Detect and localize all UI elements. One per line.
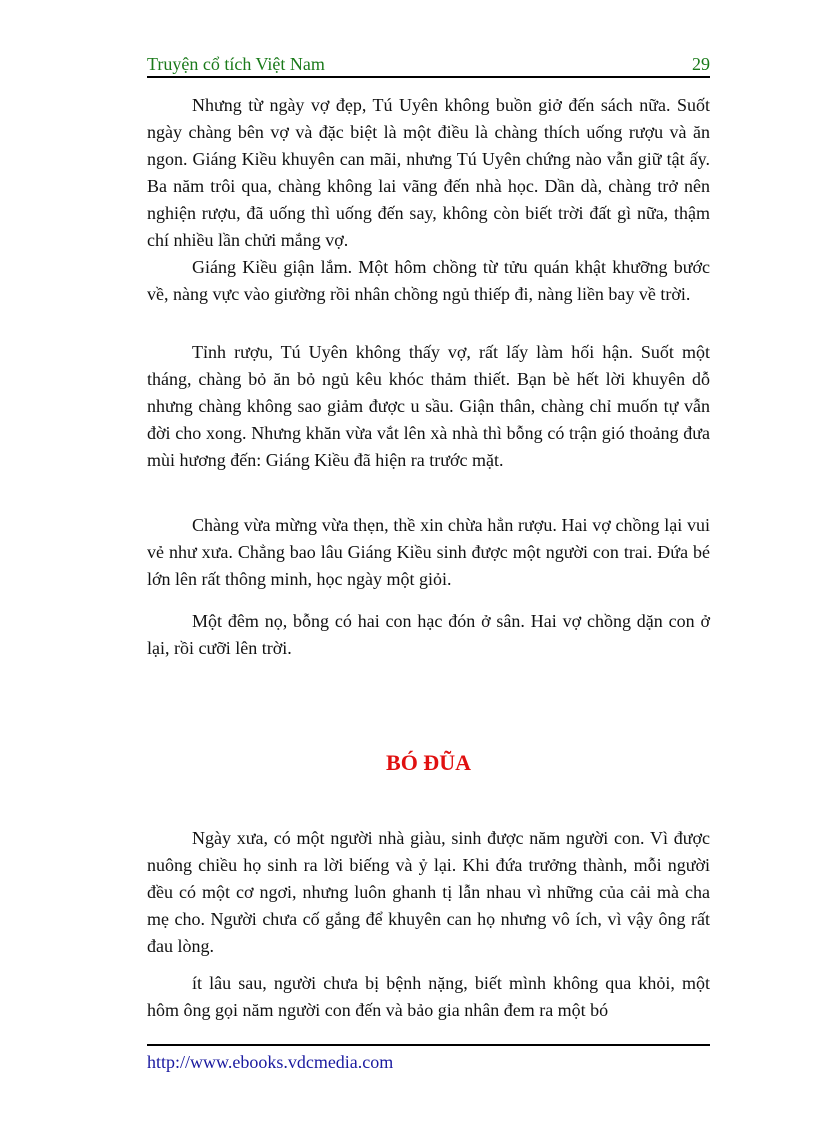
story-title: BÓ ĐŨA xyxy=(386,750,471,775)
story-tu-uyen-part-3 xyxy=(147,512,710,593)
story-tu-uyen-part-2 xyxy=(147,339,710,474)
website-link[interactable]: http://www.ebooks.vdcmedia.com xyxy=(147,1052,394,1072)
page-footer xyxy=(147,1044,710,1073)
paragraph: Ngày xưa, có một người nhà giàu, sinh được năm người con. Vì được nuông chiều họ sinh ra lời biếng và ỷ lại. Khi đứa trưởng thành, mỗi người đều có một cơ ngơi, nhưng luôn ghanh tị lẫn nhau vì những của cải mà cha mẹ cho. Người chưa cố gắng để khuyên can họ nhưng vô ích, vì vậy ông rất đau lòng. xyxy=(147,828,710,956)
page-number: 29 xyxy=(692,54,710,74)
story-tu-uyen-part-1 xyxy=(147,92,710,308)
paragraph: Nhưng từ ngày vợ đẹp, Tú Uyên không buồn giở đến sách nữa. Suốt ngày chàng bên vợ và đặc biệt là một điều là chàng thích uống rượu và ăn ngon. Giáng Kiều khuyên can mãi, nhưng Tú Uyên chứng nào vẫn giữ tật ấy. Ba năm trôi qua, chàng không lai vãng đến nhà học. Dần dà, chàng trở nên nghiện rượu, đã uống thì uống đến say, không còn biết trời đất gì nữa, thậm chí nhiều lần chửi mắng vợ. xyxy=(147,95,710,250)
paragraph: Giáng Kiều giận lắm. Một hôm chồng từ tửu quán khật khưỡng bước về, nàng vực vào giường rồi nhân chồng ngủ thiếp đi, nàng liền bay về trời. xyxy=(147,257,710,304)
paragraph: Tỉnh rượu, Tú Uyên không thấy vợ, rất lấy làm hối hận. Suốt một tháng, chàng bỏ ăn bỏ ngủ kêu khóc thảm thiết. Bạn bè hết lời khuyên dỗ nhưng chàng không sao giảm được u sầu. Giận thân, chàng chỉ muốn tự vẫn đời cho xong. Nhưng khăn vừa vắt lên xà nhà thì bỗng có trận gió thoảng đưa mùi hương đến: Giáng Kiều đã hiện ra trước mặt. xyxy=(147,342,710,470)
story-bo-dua-part-2 xyxy=(147,970,710,1024)
page-header xyxy=(147,52,710,78)
paragraph: Một đêm nọ, bỗng có hai con hạc đón ở sân. Hai vợ chồng dặn con ở lại, rồi cưỡi lên trời. xyxy=(147,611,710,658)
story-bo-dua-part-1 xyxy=(147,825,710,960)
paragraph: ít lâu sau, người chưa bị bệnh nặng, biết mình không qua khỏi, một hôm ông gọi năm người con đến và bảo gia nhân đem ra một bó xyxy=(147,973,710,1020)
story-tu-uyen-part-4 xyxy=(147,608,710,662)
paragraph: Chàng vừa mừng vừa thẹn, thề xin chừa hẳn rượu. Hai vợ chồng lại vui vẻ như xưa. Chẳng bao lâu Giáng Kiều sinh được một người con trai. Đứa bé lớn lên rất thông minh, học ngày một giỏi. xyxy=(147,515,710,589)
book-title: Truyện cổ tích Việt Nam xyxy=(147,54,325,74)
